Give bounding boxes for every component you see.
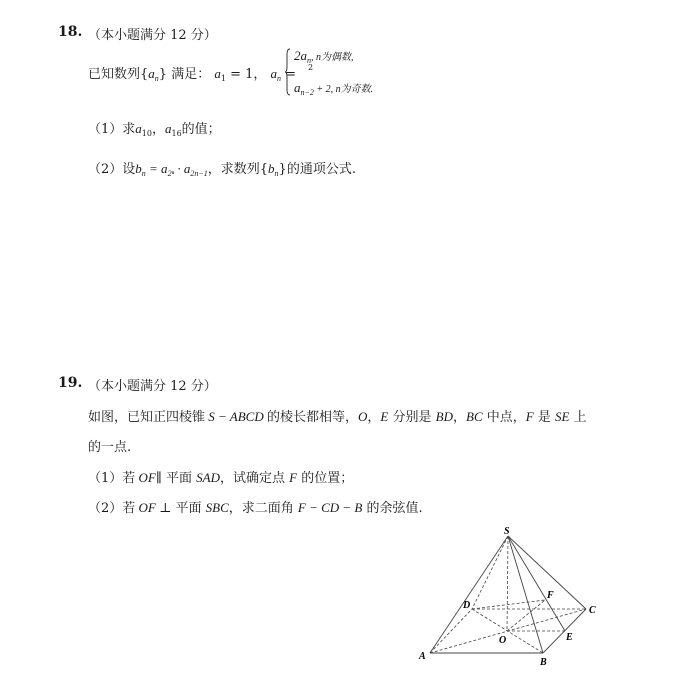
segment-SO xyxy=(507,536,508,631)
label-C: C xyxy=(589,605,596,616)
label-S: S xyxy=(504,526,510,537)
q19-line2: 的一点. xyxy=(88,440,132,455)
q19-line1: 如图，已知正四棱锥 S − ABCD 的棱长都相等，O，E 分别是 BD，BC 中点，F 是 SE 上 xyxy=(88,409,587,425)
q18-part1: （1）求$a_{10}$，$a_{16}$的值； xyxy=(88,121,221,138)
edge-SD xyxy=(472,536,508,609)
q18-case2: $a_{n-2} + 2$, n为奇数. xyxy=(294,80,374,97)
q19-part2: （2）若 OF ⊥ 平面 SBC，求二面角 F − CD − B 的余弦值. xyxy=(88,500,423,516)
q18-intro: 已知数列$\{a_n\}$ 满足： $a_1 = 1$， $a_n$ = xyxy=(88,66,297,83)
edge-AD xyxy=(430,609,472,653)
q18-an: a xyxy=(270,66,278,81)
segment-OF xyxy=(507,600,545,631)
edge-SB xyxy=(508,536,543,653)
q18-case1-den: 2 xyxy=(308,63,314,72)
q18-intro-mid: 满足： xyxy=(171,67,211,82)
q19-number: 19. xyxy=(58,375,83,391)
segment-SE xyxy=(508,536,565,631)
label-B: B xyxy=(540,657,547,668)
label-A: A xyxy=(419,651,426,662)
q18-number: 18. xyxy=(58,24,83,40)
label-D: D xyxy=(463,600,471,611)
q18-a1: a xyxy=(214,66,221,81)
q18-intro-prefix: 已知数列 xyxy=(88,67,141,82)
q18-piecewise-brace xyxy=(285,48,291,96)
label-F: F xyxy=(547,590,554,601)
pyramid-figure xyxy=(410,520,610,670)
label-E: E xyxy=(566,632,573,643)
q18-case1: $2a_n$, n为偶数, xyxy=(294,48,354,65)
q19-header: （本小题满分 12 分） xyxy=(88,379,217,394)
segment-DF xyxy=(472,600,545,609)
edge-SA xyxy=(430,536,508,653)
q18-seq-a: a xyxy=(148,66,155,81)
q18-header: （本小题满分 12 分） xyxy=(88,28,217,43)
q19-part1: （1）若 OF∥ 平面 SAD，试确定点 F 的位置； xyxy=(88,470,354,486)
label-O: O xyxy=(499,635,507,646)
q18-part2: （2）设$b_n = a_{2^n} \cdot a_{2n-1}$，求数列$\{b_n\}$的通项公式. xyxy=(88,161,356,178)
